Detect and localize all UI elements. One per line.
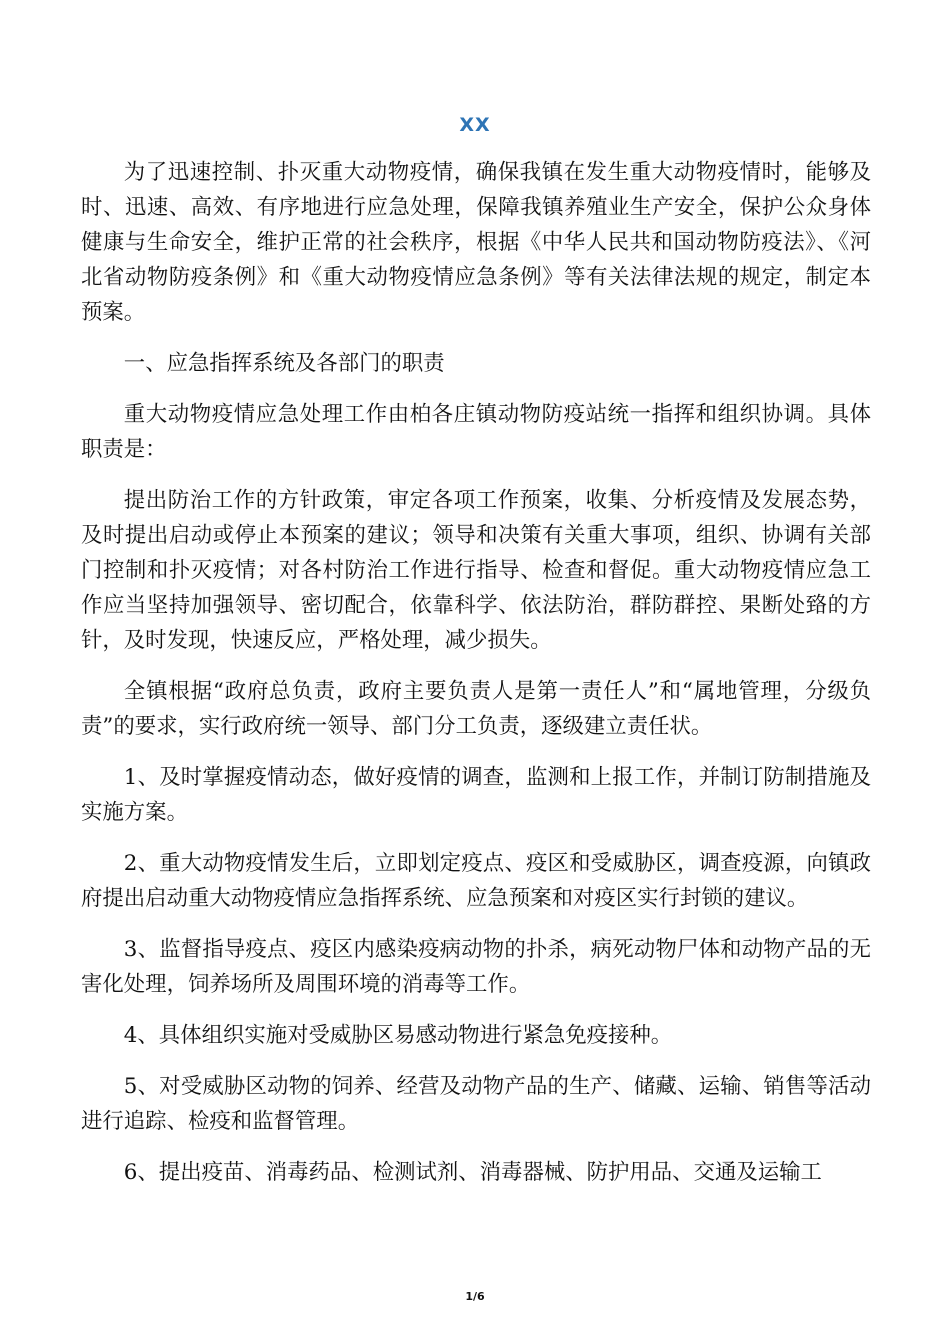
paragraph-intro: 为了迅速控制、扑灭重大动物疫情，确保我镇在发生重大动物疫情时，能够及时、迅速、高效、有序地进行应急处理，保障我镇养殖业生产安全，保护公众身体健康与生命安全，维护正常的社会秩序，根据《中华人民共和国动物防疫法》、《河北省动物防疫条例》和《重大动物疫情应急条例》等有关法律法规的规定，制定本预案。 <box>81 160 871 325</box>
list-item-1: 1、及时掌握疫情动态，做好疫情的调查，监测和上报工作，并制订防制措施及实施方案。 <box>81 765 871 825</box>
paragraph-command: 重大动物疫情应急处理工作由柏各庄镇动物防疫站统一指挥和组织协调。具体职责是： <box>81 402 871 462</box>
list-item-4: 4、具体组织实施对受威胁区易感动物进行紧急免疫接种。 <box>123 1023 673 1048</box>
paragraph-responsibility: 全镇根据“政府总负责，政府主要负责人是第一责任人”和“属地管理，分级负责”的要求，实行政府统一领导、部门分工负责，逐级建立责任状。 <box>81 679 871 739</box>
paragraph-duties: 提出防治工作的方针政策，审定各项工作预案，收集、分析疫情及发展态势，及时提出启动或停止本预案的建议；领导和决策有关重大事项，组织、协调有关部门控制和扑灭疫情；对各村防治工作进行指导、检查和督促。重大动物疫情应急工作应当坚持加强领导、密切配合，依靠科学、依法防治，群防群控、果断处臵的方针，及时发现，快速反应，严格处理，减少损失。 <box>81 488 871 653</box>
list-item-3: 3、监督指导疫点、疫区内感染疫病动物的扑杀，病死动物尸体和动物产品的无害化处理，饲养场所及周围环境的消毒等工作。 <box>81 937 871 997</box>
list-item-2: 2、重大动物疫情发生后，立即划定疫点、疫区和受威胁区，调查疫源，向镇政府提出启动重大动物疫情应急指挥系统、应急预案和对疫区实行封锁的建议。 <box>81 851 871 911</box>
list-item-5: 5、对受威胁区动物的饲养、经营及动物产品的生产、储藏、运输、销售等活动进行追踪、检疫和监督管理。 <box>81 1074 871 1134</box>
document-body <box>81 155 871 1206</box>
document-title: XX <box>459 114 491 136</box>
section-heading: 一、应急指挥系统及各部门的职责 <box>123 351 445 376</box>
page-number: 1/6 <box>465 1290 485 1303</box>
list-item-6: 6、提出疫苗、消毒药品、检测试剂、消毒器械、防护用品、交通及运输工 <box>123 1160 822 1185</box>
